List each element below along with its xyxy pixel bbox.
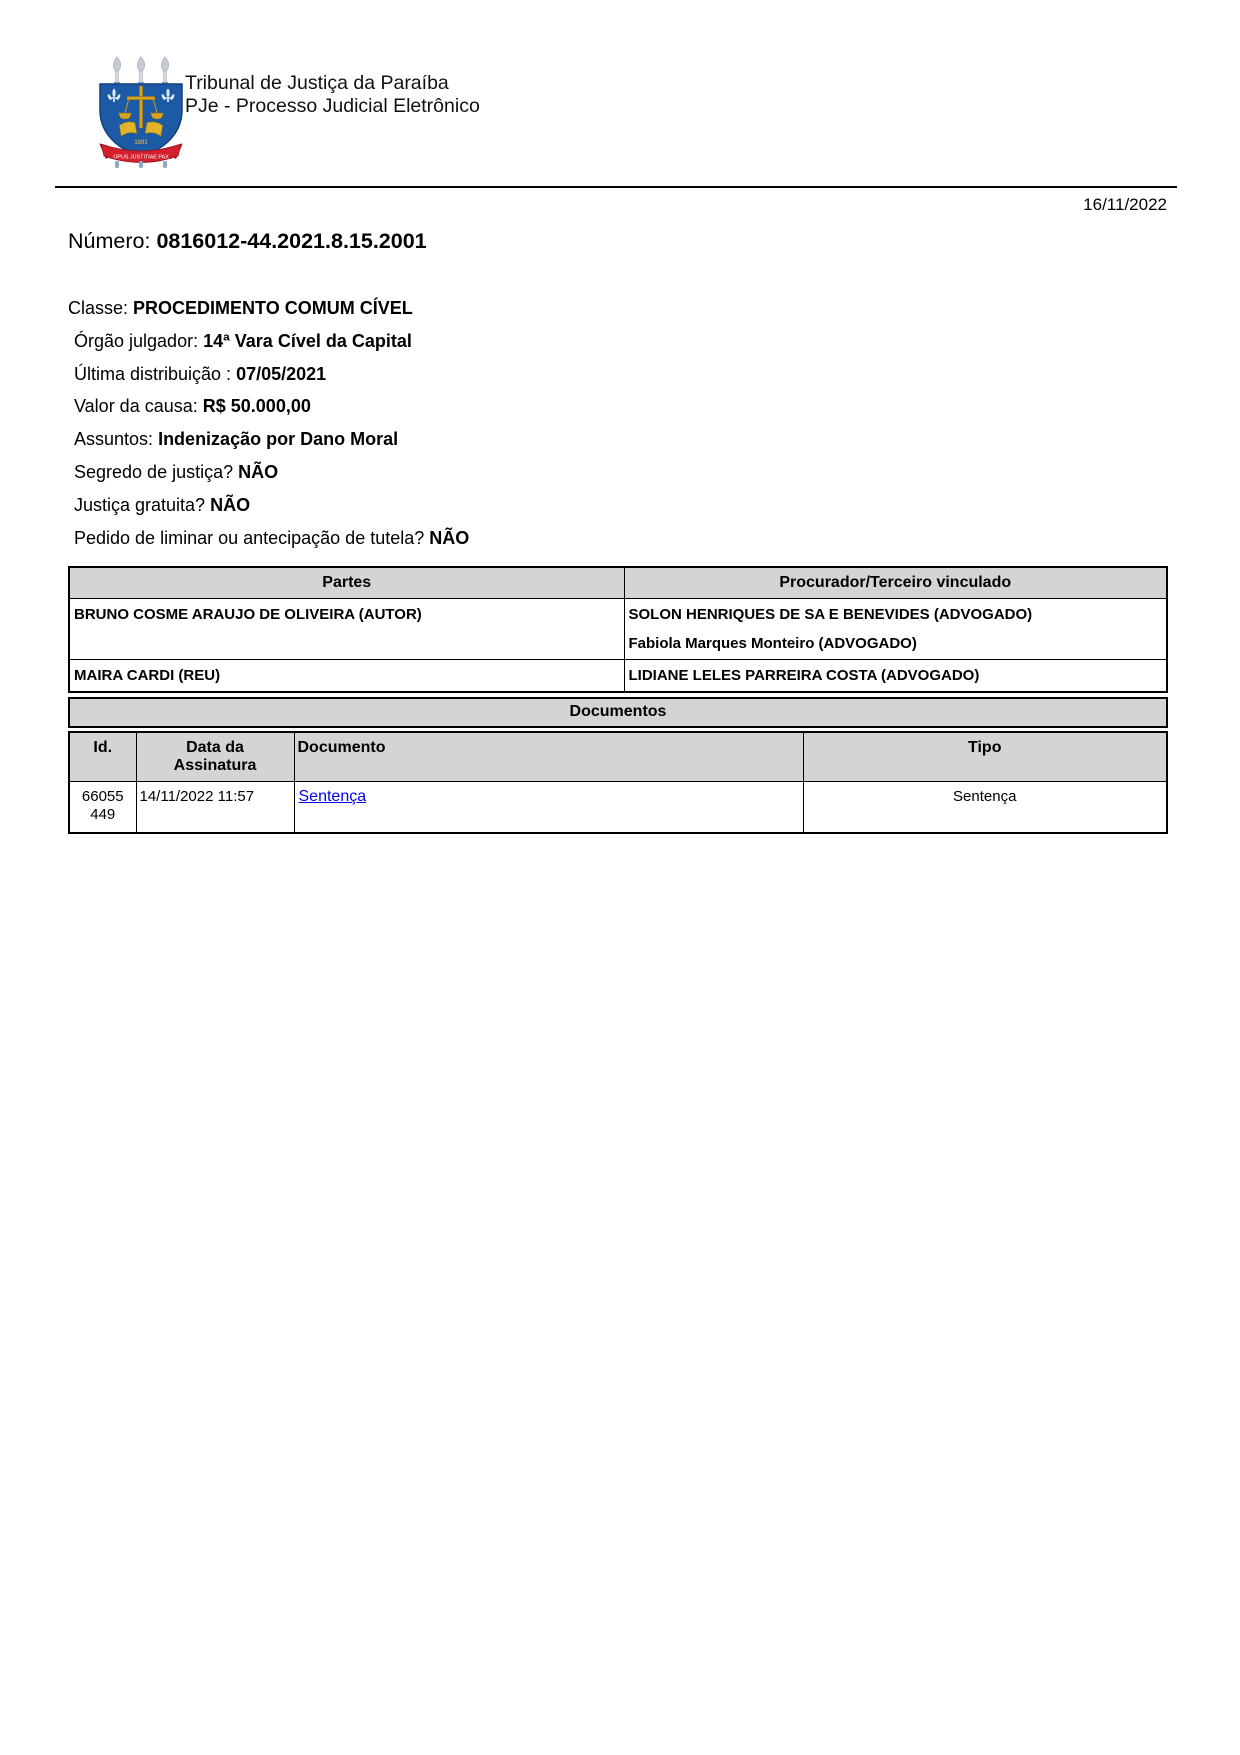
court-title: Tribunal de Justiça da Paraíba <box>185 72 449 94</box>
logo-motto: OPUS JUSTITIAE PAX <box>113 154 169 161</box>
id-column-header: Id. <box>69 732 136 782</box>
field-classe: Classe: PROCEDIMENTO COMUM CÍVEL <box>68 298 413 318</box>
document-id: 66055449 <box>69 782 136 834</box>
field-justica-gratuita: Justiça gratuita? NÃO <box>74 494 251 515</box>
field-assuntos: Assuntos: Indenização por Dano Moral <box>74 429 399 450</box>
documento-column-header: Documento <box>294 732 803 782</box>
document-link[interactable]: Sentença <box>298 788 367 805</box>
document-signature-date: 14/11/2022 11:57 <box>136 782 294 834</box>
partes-column-header: Partes <box>69 567 624 599</box>
field-segredo-de-justica: Segredo de justiça? NÃO <box>74 461 279 482</box>
party-name: MAIRA CARDI (REU) <box>74 667 221 684</box>
system-title: PJe - Processo Judicial Eletrônico <box>185 95 480 117</box>
print-date: 16/11/2022 <box>1083 195 1167 214</box>
procurador-name: Fabiola Marques Monteiro (ADVOGADO) <box>628 635 917 652</box>
procurador-name: SOLON HENRIQUES DE SA E BENEVIDES (ADVOGADO) <box>628 606 1033 623</box>
process-number-label: Número: <box>68 229 151 253</box>
field-ultima-distribuicao: Última distribuição : 07/05/2021 <box>74 363 327 384</box>
process-fields <box>68 292 469 554</box>
process-number-line <box>68 229 427 254</box>
table-row <box>69 660 1167 693</box>
procurador-column-header: Procurador/Terceiro vinculado <box>624 567 1167 599</box>
procurador-name: LIDIANE LELES PARREIRA COSTA (ADVOGADO) <box>628 667 980 684</box>
field-orgao-julgador: Órgão julgador: 14ª Vara Cível da Capital <box>74 330 412 351</box>
app-header <box>185 72 480 118</box>
field-pedido-liminar: Pedido de liminar ou antecipação de tutela? NÃO <box>74 527 470 548</box>
party-name: BRUNO COSME ARAUJO DE OLIVEIRA (AUTOR) <box>74 606 422 623</box>
partes-table <box>68 566 1168 693</box>
torch-icons <box>113 57 169 86</box>
documentos-header-row <box>69 732 1167 782</box>
field-valor-da-causa: Valor da causa: R$ 50.000,00 <box>74 396 311 417</box>
header-divider <box>55 186 1177 188</box>
table-row <box>69 782 1167 834</box>
logo-year: 1891 <box>134 140 148 146</box>
tjpb-coat-of-arms-icon <box>92 55 190 169</box>
process-number-value: 0816012-44.2021.8.15.2001 <box>156 229 427 253</box>
table-row <box>69 599 1167 660</box>
data-assinatura-column-header: Data da Assinatura <box>136 732 294 782</box>
documentos-section-header: Documentos <box>68 697 1168 728</box>
pole-tips <box>115 161 167 168</box>
document-type: Sentença <box>803 782 1167 834</box>
tipo-column-header: Tipo <box>803 732 1167 782</box>
documentos-table <box>68 731 1168 834</box>
partes-header-row <box>69 567 1167 599</box>
